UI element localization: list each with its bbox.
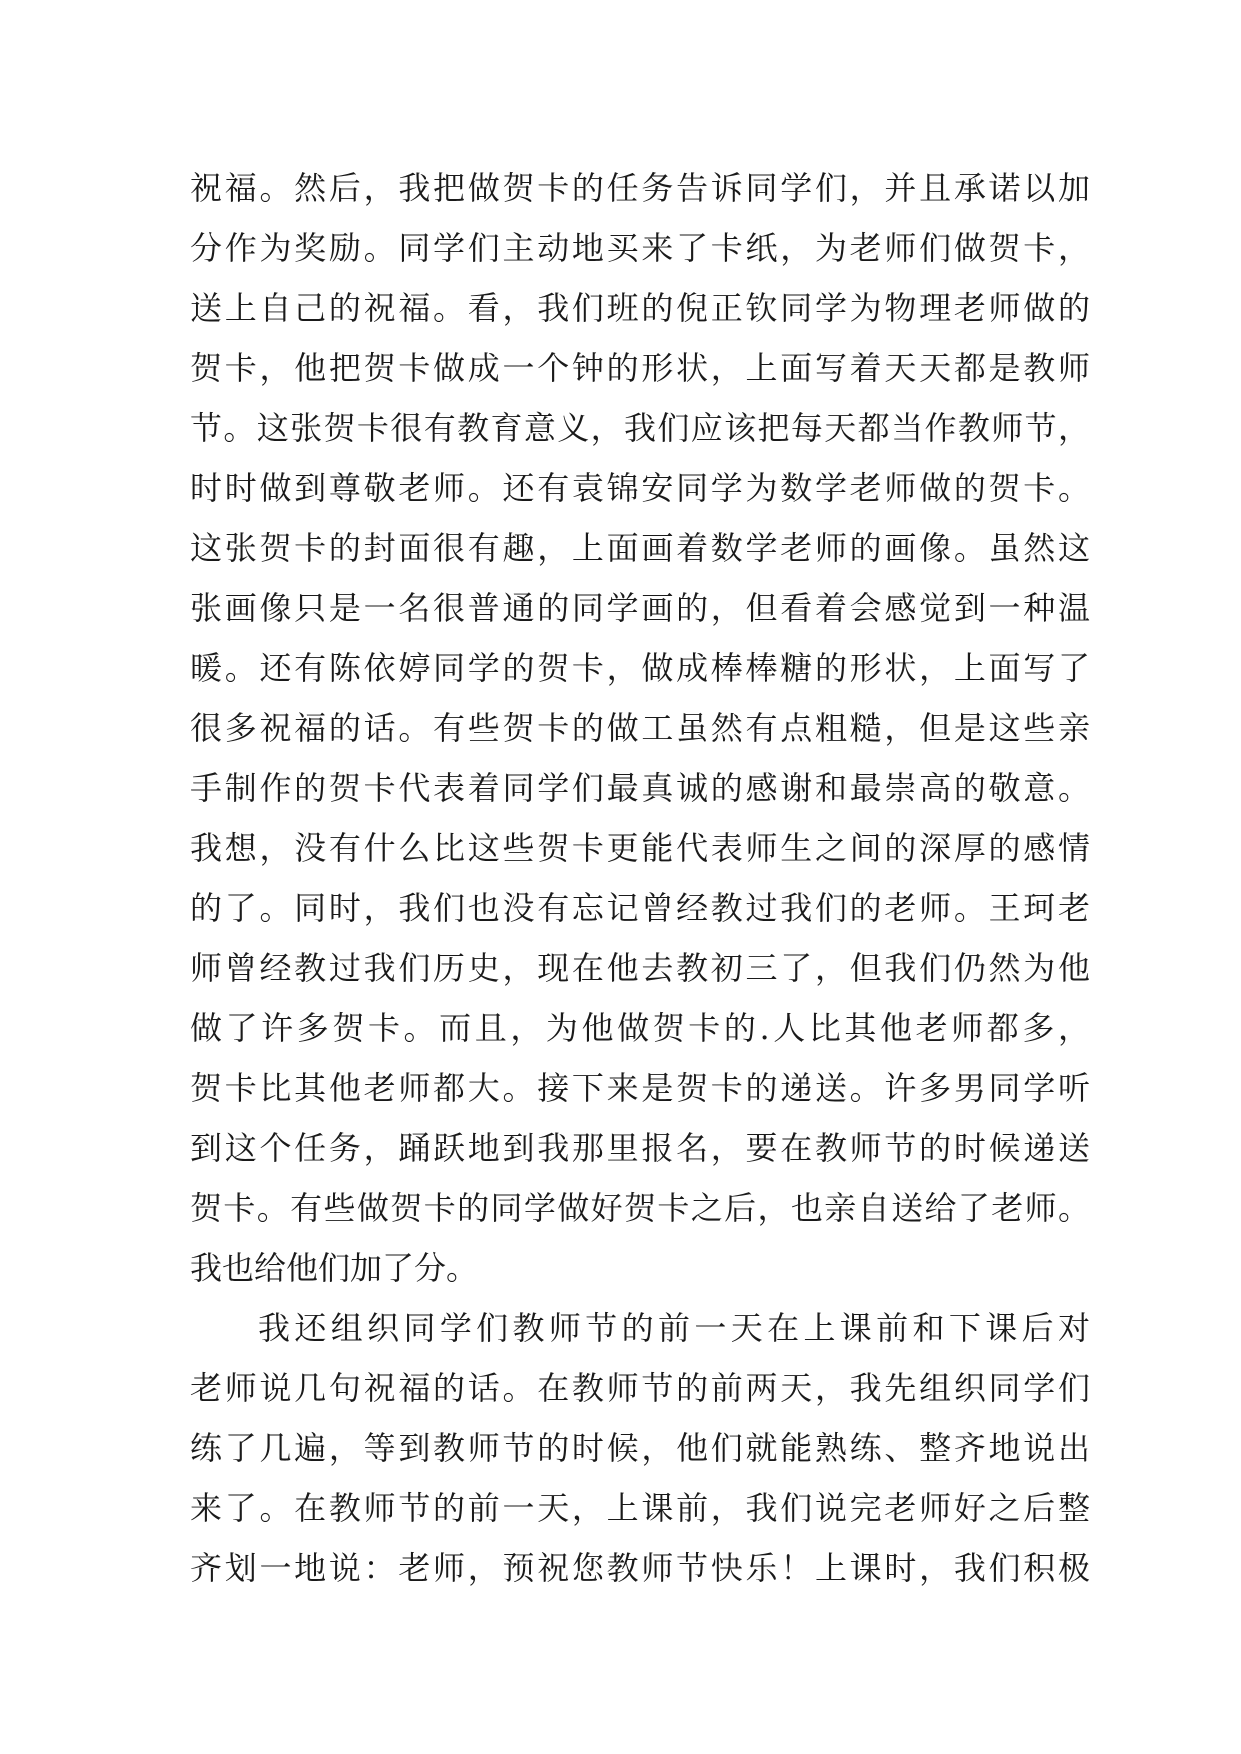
- text-line: 贺卡。有些做贺卡的同学做好贺卡之后，也亲自送给了老师。: [190, 1189, 1090, 1227]
- text-line: 的了。同时，我们也没有忘记曾经教过我们的老师。王珂老: [190, 889, 1090, 927]
- paragraph-first-line: 我还组织同学们教师节的前一天在上课前和下课后对: [258, 1309, 1090, 1347]
- text-line: 手制作的贺卡代表着同学们最真诚的感谢和最崇高的敬意。: [190, 769, 1090, 807]
- text-line: 很多祝福的话。有些贺卡的做工虽然有点粗糙，但是这些亲: [190, 709, 1090, 747]
- text-line: 齐划一地说：老师，预祝您教师节快乐！上课时，我们积极: [190, 1549, 1090, 1587]
- text-line: 祝福。然后，我把做贺卡的任务告诉同学们，并且承诺以加: [190, 169, 1090, 207]
- text-line: 贺卡，他把贺卡做成一个钟的形状，上面写着天天都是教师: [190, 349, 1090, 387]
- text-line: 到这个任务，踊跃地到我那里报名，要在教师节的时候递送: [190, 1129, 1090, 1167]
- text-line: 分作为奖励。同学们主动地买来了卡纸，为老师们做贺卡，: [190, 229, 1090, 267]
- text-line: 老师说几句祝福的话。在教师节的前两天，我先组织同学们: [190, 1369, 1090, 1407]
- text-line: 张画像只是一名很普通的同学画的，但看着会感觉到一种温: [190, 589, 1090, 627]
- text-line: 我也给他们加了分。: [190, 1249, 479, 1287]
- text-line: 做了许多贺卡。而且，为他做贺卡的.人比其他老师都多，: [190, 1009, 1090, 1047]
- text-line: 送上自己的祝福。看，我们班的倪正钦同学为物理老师做的: [190, 289, 1090, 327]
- text-line: 这张贺卡的封面很有趣，上面画着数学老师的画像。虽然这: [190, 529, 1090, 567]
- text-line: 师曾经教过我们历史，现在他去教初三了，但我们仍然为他: [190, 949, 1090, 987]
- text-line: 来了。在教师节的前一天，上课前，我们说完老师好之后整: [190, 1489, 1090, 1527]
- text-line: 练了几遍，等到教师节的时候，他们就能熟练、整齐地说出: [190, 1429, 1090, 1467]
- text-line: 我想，没有什么比这些贺卡更能代表师生之间的深厚的感情: [190, 829, 1090, 867]
- text-line: 暖。还有陈依婷同学的贺卡，做成棒棒糖的形状，上面写了: [190, 649, 1090, 687]
- text-line: 节。这张贺卡很有教育意义，我们应该把每天都当作教师节，: [190, 409, 1090, 447]
- text-line: 时时做到尊敬老师。还有袁锦安同学为数学老师做的贺卡。: [190, 469, 1090, 507]
- text-line: 贺卡比其他老师都大。接下来是贺卡的递送。许多男同学听: [190, 1069, 1090, 1107]
